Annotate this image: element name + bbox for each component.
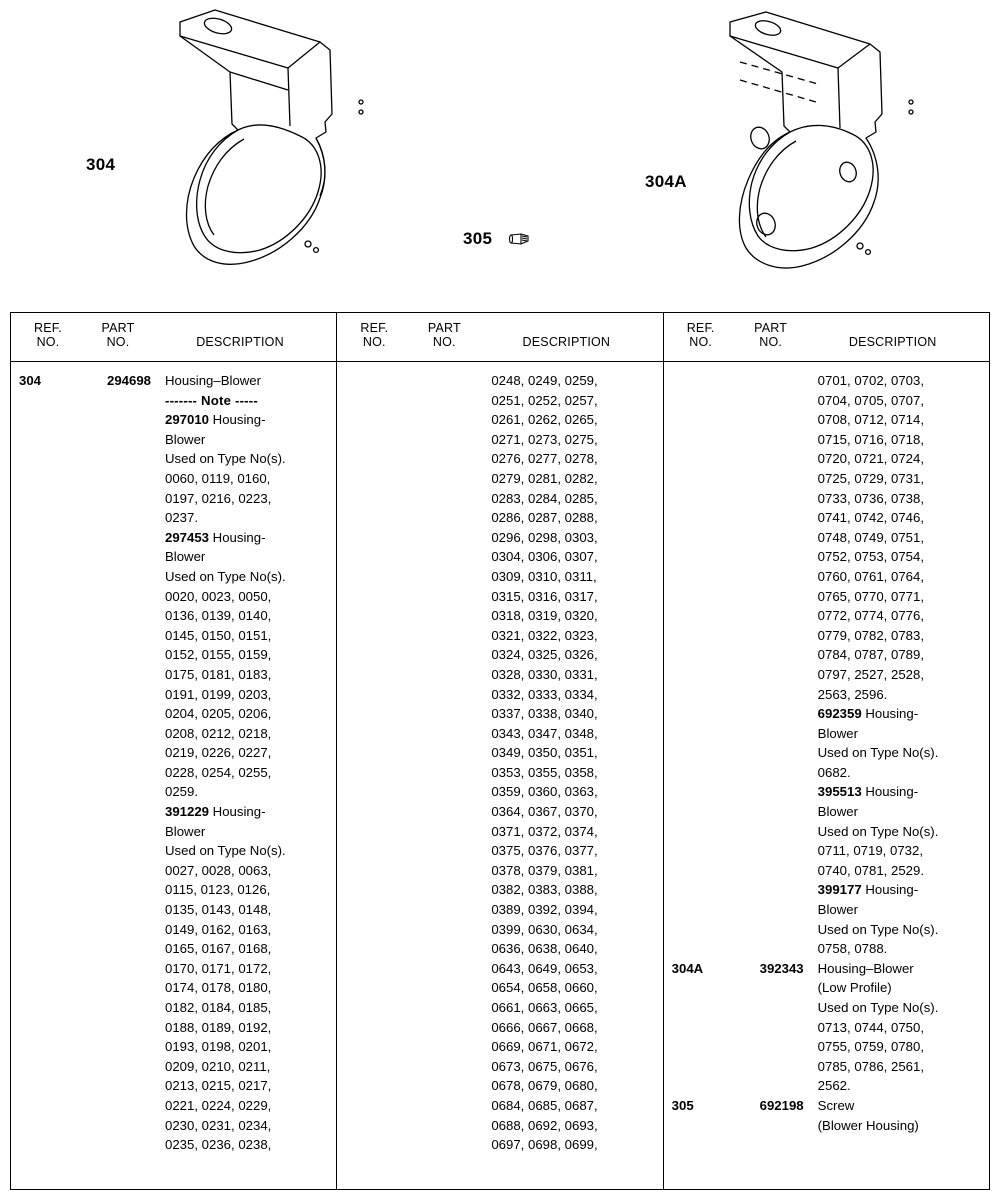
table-row [337,802,662,822]
header-ref-line2: NO. [36,335,60,349]
cell-description: Blower [165,823,206,839]
table-row [664,665,989,685]
table-row [337,685,662,705]
table-row [11,606,336,626]
cell-description: 0364, 0367, 0370, [491,804,598,820]
cell-description: 0713, 0744, 0750, [817,1019,924,1035]
cell-description: 0371, 0372, 0374, [491,823,598,839]
table-row [11,1057,336,1077]
cell-description: 0261, 0262, 0265, [491,412,598,428]
cell-description: 0235, 0236, 0238, [165,1137,272,1153]
cell-ref-no: 305 [671,1097,694,1113]
table-row [11,978,336,998]
cell-description: 0060, 0119, 0160, [165,470,271,486]
cell-description: Used on Type No(s). [817,921,939,937]
header-ref-line2: NO. [689,335,713,349]
cell-description: (Low Profile) [817,980,892,996]
table-row [11,959,336,979]
cell-description: 0349, 0350, 0351, [491,745,598,761]
cell-description: 0197, 0216, 0223, [165,490,272,506]
table-row [11,763,336,783]
table-row [11,841,336,861]
cell-description: 0673, 0675, 0676, [491,1058,598,1074]
table-row [337,391,662,411]
cell-description: (Blower Housing) [817,1117,919,1133]
table-row [337,1076,662,1096]
cell-description: 0378, 0379, 0381, [491,862,598,878]
cell-description: Screw [817,1097,855,1113]
cell-description: 0237. [165,510,199,526]
header-description: DESCRIPTION [848,335,937,349]
cell-part-no: 294698 [106,373,151,388]
header-ref-line1: REF. [360,321,389,335]
table-row [11,449,336,469]
column-2-rows [337,362,662,1155]
table-row [664,587,989,607]
cell-description: Blower [165,549,206,565]
column-3-header [664,313,989,361]
cell-description: Used on Type No(s). [165,451,286,467]
table-row [664,449,989,469]
cell-description: 0636, 0638, 0640, [491,941,598,957]
cell-description: 0704, 0705, 0707, [817,392,924,408]
table-row [337,645,662,665]
table-row [11,547,336,567]
cell-description: 0399, 0630, 0634, [491,921,598,937]
header-part-line2: NO. [432,335,456,349]
table-row [664,704,989,724]
table-row [11,645,336,665]
cell-description: 0318, 0319, 0320, [491,608,598,624]
header-ref-line1: REF. [686,321,715,335]
header-part-line2: NO. [106,335,130,349]
table-row [11,430,336,450]
table-row [11,626,336,646]
table-row [664,959,989,979]
cell-description: 0188, 0189, 0192, [165,1019,272,1035]
cell-description: 0283, 0284, 0285, [491,490,598,506]
cell-description: 0382, 0383, 0388, [491,882,598,898]
cell-description: 0748, 0749, 0751, [817,529,924,545]
callout-304a: 304A [645,172,687,191]
table-row [337,1037,662,1057]
cell-description: 297453 Housing- [165,529,266,545]
cell-description: 0353, 0355, 0358, [491,764,598,780]
cell-description: 0708, 0712, 0714, [817,412,924,428]
cell-description: 0720, 0721, 0724, [817,451,924,467]
cell-description: 0193, 0198, 0201, [165,1039,272,1055]
table-row [664,880,989,900]
cell-description: 0332, 0333, 0334, [491,686,598,702]
cell-description: 0204, 0205, 0206, [165,706,272,722]
cell-description: 0296, 0298, 0303, [491,529,598,545]
cell-description: 0271, 0273, 0275, [491,431,598,447]
parts-column-1 [11,313,336,1189]
table-row [11,469,336,489]
header-part-line2: NO. [759,335,783,349]
column-1-header [11,313,336,361]
table-row [664,822,989,842]
table-row [11,1135,336,1155]
table-row [337,704,662,724]
table-row [664,1096,989,1116]
table-row [337,606,662,626]
header-description: DESCRIPTION [196,335,284,349]
cell-description: 0697, 0698, 0699, [491,1137,598,1153]
table-row [11,861,336,881]
cell-description: 0666, 0667, 0668, [491,1019,598,1035]
table-row [664,606,989,626]
table-row [664,410,989,430]
cell-description: 0654, 0658, 0660, [491,980,598,996]
cell-description: 0784, 0787, 0789, [817,647,924,663]
table-row [664,900,989,920]
table-row [664,1057,989,1077]
table-row [664,645,989,665]
screw-icon [508,231,530,247]
table-row [337,469,662,489]
cell-description: 0752, 0753, 0754, [817,549,924,565]
table-row [337,626,662,646]
cell-description: 0152, 0155, 0159, [165,647,272,663]
cell-description: 0251, 0252, 0257, [491,392,598,408]
table-row [664,724,989,744]
cell-description: 0328, 0330, 0331, [491,666,598,682]
table-row [337,528,662,548]
cell-description: 0259. [165,784,199,800]
cell-description: 0337, 0338, 0340, [491,706,598,722]
table-row [11,880,336,900]
cell-description: Blower [817,725,858,741]
cell-part-no: 692198 [759,1097,804,1113]
table-row [664,802,989,822]
table-row [337,665,662,685]
cell-description: 0309, 0310, 0311, [491,568,597,584]
cell-description: 0145, 0150, 0151, [165,627,272,643]
cell-description: 0279, 0281, 0282, [491,470,598,486]
cell-description: 0182, 0184, 0185, [165,1000,272,1015]
cell-description: 0027, 0028, 0063, [165,862,272,878]
table-row [664,528,989,548]
table-row [11,1076,336,1096]
table-row [664,861,989,881]
cell-description: 0725, 0729, 0731, [817,470,924,486]
table-row [664,685,989,705]
header-part-line1: PART [754,321,788,335]
cell-description: Blower [165,431,206,447]
header-ref-line2: NO. [362,335,386,349]
cell-description: 399177 Housing- [817,882,919,898]
table-row [11,900,336,920]
cell-description: 0740, 0781, 2529. [817,862,924,878]
cell-description: 0149, 0162, 0163, [165,921,272,937]
table-row [337,880,662,900]
parts-list-table [10,312,990,1190]
table-row [337,841,662,861]
table-row [664,782,989,802]
table-row [337,1135,662,1155]
table-row [11,391,336,411]
cell-description: 0286, 0287, 0288, [491,510,598,526]
table-row [337,978,662,998]
cell-description: 0165, 0167, 0168, [165,941,272,957]
cell-description: 0715, 0716, 0718, [817,431,924,447]
table-row [664,1116,989,1136]
header-part-line1: PART [427,321,461,335]
cell-description: 0170, 0171, 0172, [165,960,272,976]
cell-description: 395513 Housing- [817,784,919,800]
cell-description: 0324, 0325, 0326, [491,647,598,663]
cell-description: 0304, 0306, 0307, [491,549,598,565]
cell-description: 0389, 0392, 0394, [491,902,598,918]
cell-description: 0209, 0210, 0211, [165,1058,271,1074]
cell-description: 0785, 0786, 2561, [817,1058,924,1074]
table-row [337,587,662,607]
cell-description: 2563, 2596. [817,686,888,702]
header-ref-line1: REF. [34,321,62,335]
table-row [337,547,662,567]
table-row [664,469,989,489]
table-row [11,685,336,705]
table-row [664,1037,989,1057]
table-row [11,998,336,1018]
cell-description: 0733, 0736, 0738, [817,490,924,506]
table-row [337,410,662,430]
table-row [337,998,662,1018]
table-row [664,1076,989,1096]
cell-description: 0711, 0719, 0732, [817,843,924,859]
cell-description: 0208, 0212, 0218, [165,725,272,741]
cell-part-no: 392343 [759,960,804,976]
cell-description: 0221, 0224, 0229, [165,1097,272,1113]
table-row [11,508,336,528]
table-row [337,920,662,940]
cell-description: 0276, 0277, 0278, [491,451,598,467]
table-row [664,626,989,646]
cell-description: 0321, 0322, 0323, [491,627,598,643]
table-row [337,1096,662,1116]
table-row [11,567,336,587]
table-row [664,489,989,509]
table-row [337,724,662,744]
table-row [664,939,989,959]
cell-description: Used on Type No(s). [165,843,286,859]
cell-ref-no: 304A [671,960,704,976]
cell-description: 692359 Housing- [817,706,919,722]
header-description: DESCRIPTION [522,335,611,349]
cell-description: Used on Type No(s). [817,745,939,761]
table-row [664,841,989,861]
table-row [337,449,662,469]
cell-description: Used on Type No(s). [817,823,939,839]
table-row [11,704,336,724]
cell-description: 0219, 0226, 0227, [165,745,272,761]
header-part-line1: PART [101,321,135,335]
cell-description: Blower [817,804,858,820]
cell-description: 0772, 0774, 0776, [817,608,924,624]
cell-description: 0643, 0649, 0653, [491,960,598,976]
cell-description: 0701, 0702, 0703, [817,373,924,388]
table-row [664,763,989,783]
cell-description: 0230, 0231, 0234, [165,1117,272,1133]
cell-description: Used on Type No(s). [165,568,286,584]
cell-description: Housing–Blower [817,960,914,976]
table-row [337,371,662,391]
cell-description: 391229 Housing- [165,804,266,820]
callout-305: 305 [463,229,493,248]
table-row [337,743,662,763]
parts-column-2 [336,313,662,1189]
cell-description: 0760, 0761, 0764, [817,568,924,584]
table-row [337,782,662,802]
blower-housing-304a-drawing [700,10,960,290]
parts-column-3 [663,313,989,1189]
cell-description: 0741, 0742, 0746, [817,510,924,526]
cell-description: 0797, 2527, 2528, [817,666,924,682]
cell-description: ------- Note ----- [165,392,258,408]
cell-description: 0228, 0254, 0255, [165,764,272,780]
cell-description: 0758, 0788. [817,941,888,957]
cell-description: 0020, 0023, 0050, [165,588,272,604]
table-row [337,1116,662,1136]
table-row [337,1057,662,1077]
table-row [11,1018,336,1038]
table-row [11,822,336,842]
cell-description: 0248, 0249, 0259, [491,373,598,388]
parts-illustration [0,0,1000,300]
cell-ref-no: 304 [19,373,42,388]
table-row [664,920,989,940]
table-row [337,959,662,979]
cell-description: 0682. [817,764,851,780]
cell-description: 0136, 0139, 0140, [165,608,272,624]
table-row [337,900,662,920]
table-row [664,391,989,411]
cell-description: 0375, 0376, 0377, [491,843,598,859]
table-row [664,1018,989,1038]
table-row [11,802,336,822]
cell-description: 0678, 0679, 0680, [491,1078,598,1094]
table-row [337,861,662,881]
blower-housing-304-drawing [120,6,380,286]
cell-description: 2562. [817,1078,851,1094]
cell-description: 0669, 0671, 0672, [491,1039,598,1055]
cell-description: 0684, 0685, 0687, [491,1097,598,1113]
table-row [664,743,989,763]
table-row [664,567,989,587]
column-1-rows [11,362,336,1155]
column-2-header [337,313,662,361]
cell-description: Housing–Blower [165,373,262,388]
cell-description: 0115, 0123, 0126, [165,882,271,898]
cell-description: 0343, 0347, 0348, [491,725,598,741]
table-row [11,1096,336,1116]
table-row [11,528,336,548]
table-row [11,587,336,607]
cell-description: 0315, 0316, 0317, [491,588,598,604]
table-row [337,567,662,587]
cell-description: 0135, 0143, 0148, [165,902,272,918]
table-row [11,371,336,391]
cell-description: 0661, 0663, 0665, [491,1000,598,1015]
table-row [11,1116,336,1136]
table-row [337,939,662,959]
table-row [337,763,662,783]
table-row [11,920,336,940]
cell-description: 0213, 0215, 0217, [165,1078,272,1094]
table-row [664,508,989,528]
table-row [337,822,662,842]
table-row [11,489,336,509]
table-row [664,978,989,998]
column-3-rows [664,362,989,1135]
cell-description: 0688, 0692, 0693, [491,1117,598,1133]
table-row [337,489,662,509]
table-row [337,1018,662,1038]
table-row [337,508,662,528]
cell-description: 0755, 0759, 0780, [817,1039,924,1055]
cell-description: Used on Type No(s). [817,1000,939,1015]
table-row [664,371,989,391]
table-row [664,430,989,450]
cell-description: 0765, 0770, 0771, [817,588,924,604]
table-row [11,939,336,959]
table-row [664,547,989,567]
cell-description: 0359, 0360, 0363, [491,784,598,800]
table-row [11,724,336,744]
callout-304: 304 [86,155,116,174]
table-row [664,998,989,1018]
cell-description: 0174, 0178, 0180, [165,980,272,996]
cell-description: 297010 Housing- [165,412,266,428]
table-row [11,782,336,802]
table-row [11,1037,336,1057]
table-row [11,665,336,685]
table-row [337,430,662,450]
cell-description: 0779, 0782, 0783, [817,627,924,643]
cell-description: 0191, 0199, 0203, [165,686,272,702]
table-row [11,743,336,763]
cell-description: 0175, 0181, 0183, [165,666,272,682]
table-row [11,410,336,430]
cell-description: Blower [817,902,858,918]
